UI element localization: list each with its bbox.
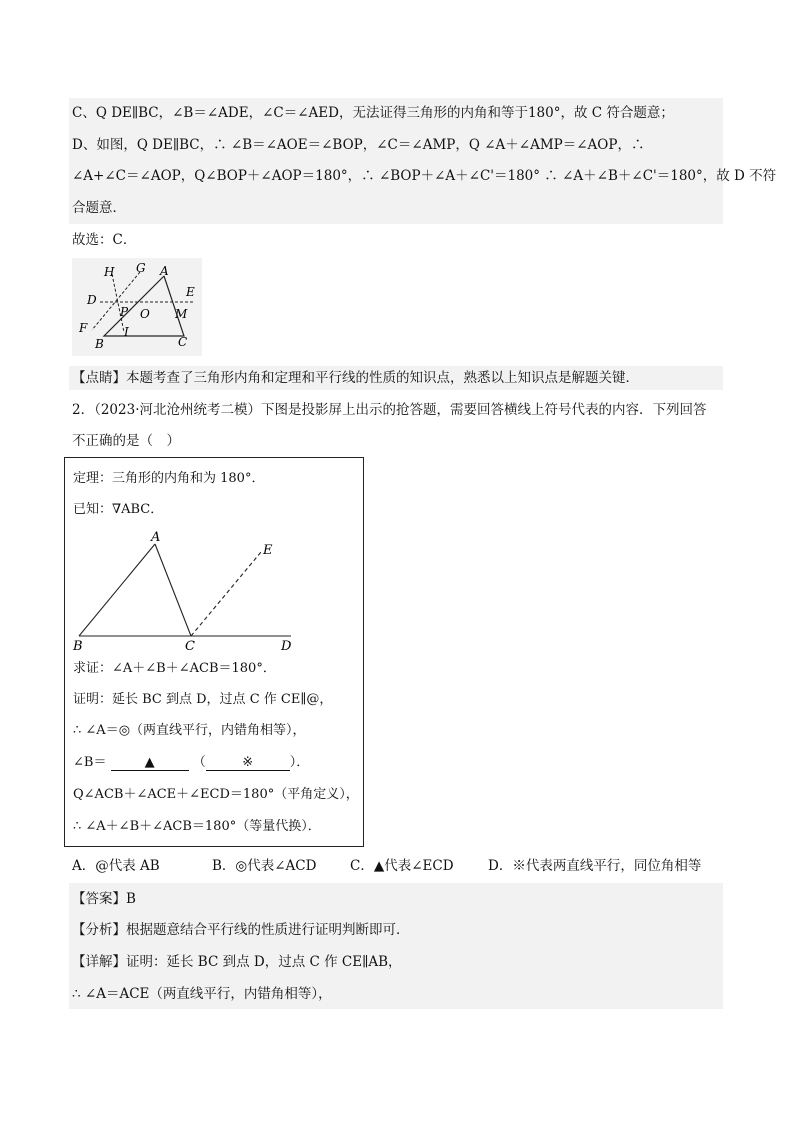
fig1-label-h: H [104, 265, 115, 279]
fig1-label-b: B [95, 337, 104, 351]
fig1-label-c: C [178, 335, 188, 349]
explanation-line-d: D、如图，Q DE∥BC，∴ ∠B＝∠AOE＝∠BOP，∠C＝∠AMP，Q ∠A＋∠AMP＝∠AOP，∴ [72, 137, 645, 153]
option-b[interactable]: B．◎代表∠ACD [212, 858, 317, 874]
answer-line: 【答案】B [72, 891, 136, 907]
option-a[interactable]: A．@代表 AB [72, 858, 160, 874]
fig2-label-e: E [263, 543, 273, 558]
fig2-label-a: A [151, 530, 161, 545]
question-line-1: 2．（2023·河北沧州统考二模）下图是投影屏上出示的抢答题，需要回答横线上符号代表的内容．下列回答 [72, 402, 707, 418]
detail-line-1: 【详解】证明：延长 BC 到点 D，过点 C 作 CE∥AB， [72, 954, 402, 970]
proof-line-2: ∴ ∠A＝◎（两直线平行，内错角相等）， [73, 723, 306, 738]
triangle-figure-2 [69, 524, 301, 654]
explanation-line-d-cont: ∠A+∠C＝∠AOP，Q∠BOP＋∠AOP＝180°，∴ ∠BOP＋∠A＋∠C'＝180° ∴ ∠A＋∠B＋∠C'＝180°，故 D 不符 [72, 168, 777, 184]
fig1-label-m: M [175, 307, 188, 321]
proof-line-1: 证明：延长 BC 到点 D，过点 C 作 CE∥@， [73, 692, 333, 707]
question-line-2: 不正确的是（ ） [72, 433, 180, 449]
option-c[interactable]: C．▲代表∠ECD [350, 858, 454, 874]
fig1-label-d: D [87, 293, 97, 307]
fig2-label-c: C [185, 639, 195, 654]
comment-line: 【点睛】本题考查了三角形内角和定理和平行线的性质的知识点，熟悉以上知识点是解题关键． [72, 370, 639, 386]
choice-line: 故选：C． [72, 232, 137, 248]
fig1-label-g: G [136, 261, 146, 275]
circle-symbol: ◎ [118, 723, 131, 738]
proof-line-4: Q∠ACB＋∠ACE＋∠ECD＝180°（平角定义）， [73, 787, 359, 802]
blank-triangle: ▲ [111, 756, 189, 771]
fig1-label-f: F [79, 321, 88, 335]
fig1-label-e: E [186, 285, 195, 299]
option-d[interactable]: D．※代表两直线平行，同位角相等 [488, 858, 702, 874]
explanation-line-c: C、Q DE∥BC，∠B＝∠ADE，∠C＝∠AED，无法证得三角形的内角和等于180°，故 C 符合题意； [72, 105, 674, 121]
fig2-label-b: B [73, 639, 83, 654]
fig1-label-o: O [140, 307, 150, 321]
proof-box [64, 457, 364, 847]
line-ce [191, 552, 261, 636]
triangle-figure-1 [72, 258, 202, 356]
proof-line-5: ∴ ∠A＋∠B＋∠ACB＝180°（等量代换）． [73, 819, 321, 834]
blank-reference: ※ [206, 756, 290, 771]
side-ab [79, 544, 155, 636]
given-text: 已知：∇ABC． [73, 502, 164, 517]
at-symbol: @ [306, 692, 320, 707]
side-ac [155, 544, 191, 636]
analysis-line: 【分析】根据题意结合平行线的性质进行证明判断即可． [72, 922, 410, 938]
theorem-text: 定理：三角形的内角和为 180°． [73, 471, 265, 486]
to-prove-text: 求证：∠A＋∠B＋∠ACB＝180°． [73, 661, 276, 676]
fig1-label-p: P [120, 305, 129, 319]
detail-line-2: ∴ ∠A＝ACE（两直线平行，内错角相等）， [72, 986, 332, 1002]
proof-line-3: ∠B＝ ▲ （ ※ ）． [73, 755, 310, 770]
fig1-label-a: A [160, 264, 169, 278]
fig2-label-d: D [281, 639, 292, 654]
explanation-line-d-end: 合题意． [72, 200, 126, 216]
fig1-label-i: I [124, 325, 129, 339]
